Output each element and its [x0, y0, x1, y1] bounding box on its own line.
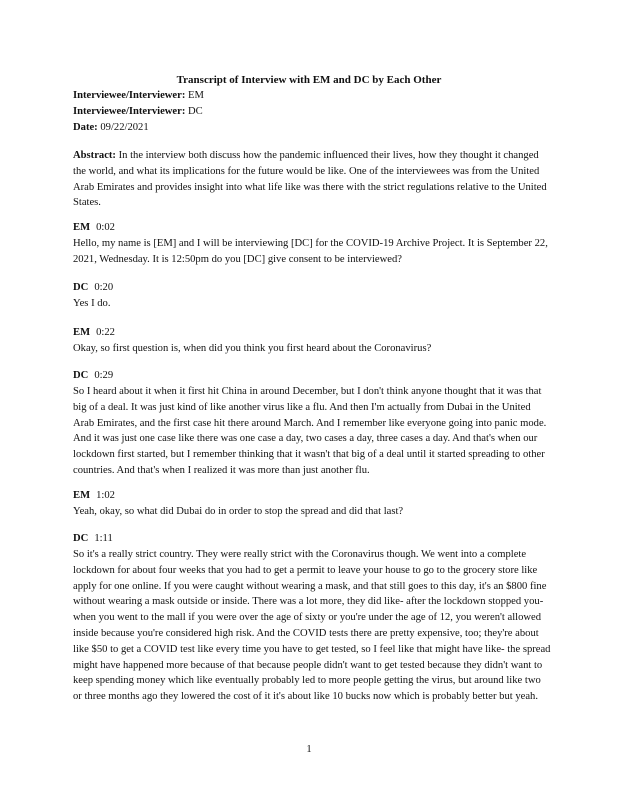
speaker-name: EM — [73, 327, 91, 338]
speaker-name: DC — [73, 370, 89, 381]
timestamp: 0:02 — [96, 222, 115, 233]
speaker-name: EM — [73, 490, 91, 501]
turn-5-speaker-line — [73, 488, 551, 504]
timestamp: 0:22 — [96, 327, 115, 338]
abstract-text: In the interview both discuss how the pandemic influenced their lives, how they thought it changed the world, and what its implications for the future would be like. One of the interviewees was from the United Arab Emirates and provides insight into what life like was there with the strict regulations relative to the United States. — [73, 150, 547, 209]
interviewee-2-label: Interviewee/Interviewer: — [73, 106, 186, 117]
timestamp: 1:11 — [94, 533, 113, 544]
date-value: 09/22/2021 — [100, 122, 149, 133]
turn-3 — [73, 325, 551, 357]
turn-1-text: Hello, my name is [EM] and I will be interviewing [DC] for the COVID-19 Archive Project. It is September 22, 2021, Wednesday. It is 12:50pm do you [DC] give consent to be interviewed? — [73, 238, 548, 265]
turn-5 — [73, 488, 551, 520]
document-title: Transcript of Interview with EM and DC by Each Other — [176, 74, 442, 86]
interview-metadata — [73, 88, 543, 136]
turn-6 — [73, 531, 551, 705]
turn-4-speaker-line — [73, 368, 551, 384]
abstract — [73, 148, 548, 211]
speaker-name: DC — [73, 533, 89, 544]
interviewee-2-line — [73, 104, 543, 120]
turn-1-speaker-line — [73, 220, 551, 236]
abstract-label: Abstract: — [73, 150, 116, 161]
timestamp: 0:29 — [94, 370, 114, 381]
page-number: 1 — [306, 744, 312, 755]
turn-2-text: Yes I do. — [73, 298, 111, 309]
interviewee-2-value: DC — [188, 106, 203, 117]
timestamp: 0:20 — [94, 282, 114, 293]
turn-2-speaker-line — [73, 280, 551, 296]
interviewee-1-line — [73, 88, 543, 104]
turn-6-text: So it's a really strict country. They were really strict with the Coronavirus though. We went into a complete lockdown for about four weeks that you had to get a permit to leave your house to go to the grocery store like apply for one online. If you were caught without wearing a mask, and that still goes to this day, it's an $800 fine without wearing a mask outside or inside. There was a lot more, they did like- after the lockdown stopped you- when you went to the mall if you were over the age of sixty or you're under the age of 12, you weren't allowed inside because you're considered high risk. And the COVID tests there are pretty expensive, too; they're about like $50 to get a COVID test like every time you have to get tested, so I feel like that might have like- the spread might have happened more because of that because people didn't want to get tested because they didn't want to keep spending money which like eventually probably led to more people getting the virus, but around like two or three months ago they lowered the cost of it it's about like 10 bucks now which is probably better but yeah. — [73, 549, 551, 703]
turn-5-text: Yeah, okay, so what did Dubai do in order to stop the spread and did that last? — [73, 506, 404, 517]
turn-4 — [73, 368, 551, 479]
turn-2 — [73, 280, 551, 312]
interviewee-1-value: EM — [188, 90, 204, 101]
turn-1 — [73, 220, 551, 268]
turn-3-text: Okay, so first question is, when did you think you first heard about the Coronavirus? — [73, 343, 432, 354]
interviewee-1-label: Interviewee/Interviewer: — [73, 90, 186, 101]
turn-4-text: So I heard about it when it first hit China in around December, but I don't think anyone thought that it was that big of a deal. It was just kind of like another virus like a flu. And then I'm actually from Dubai in the United Arab Emirates, and the first case hit there around March. And I remember like everyone going into panic mode. And it was just one case like there was one case a day, two cases a day, three cases a day. And that's when our lockdown first started, but I remember thinking that it wasn't that big of a deal until it started spreading to other countries. And that's when I realized it was more than just another flu. — [73, 386, 547, 476]
speaker-name: DC — [73, 282, 89, 293]
timestamp: 1:02 — [96, 490, 115, 501]
date-line — [73, 120, 543, 136]
turn-6-speaker-line — [73, 531, 551, 547]
speaker-name: EM — [73, 222, 91, 233]
turn-3-speaker-line — [73, 325, 551, 341]
date-label: Date: — [73, 122, 98, 133]
